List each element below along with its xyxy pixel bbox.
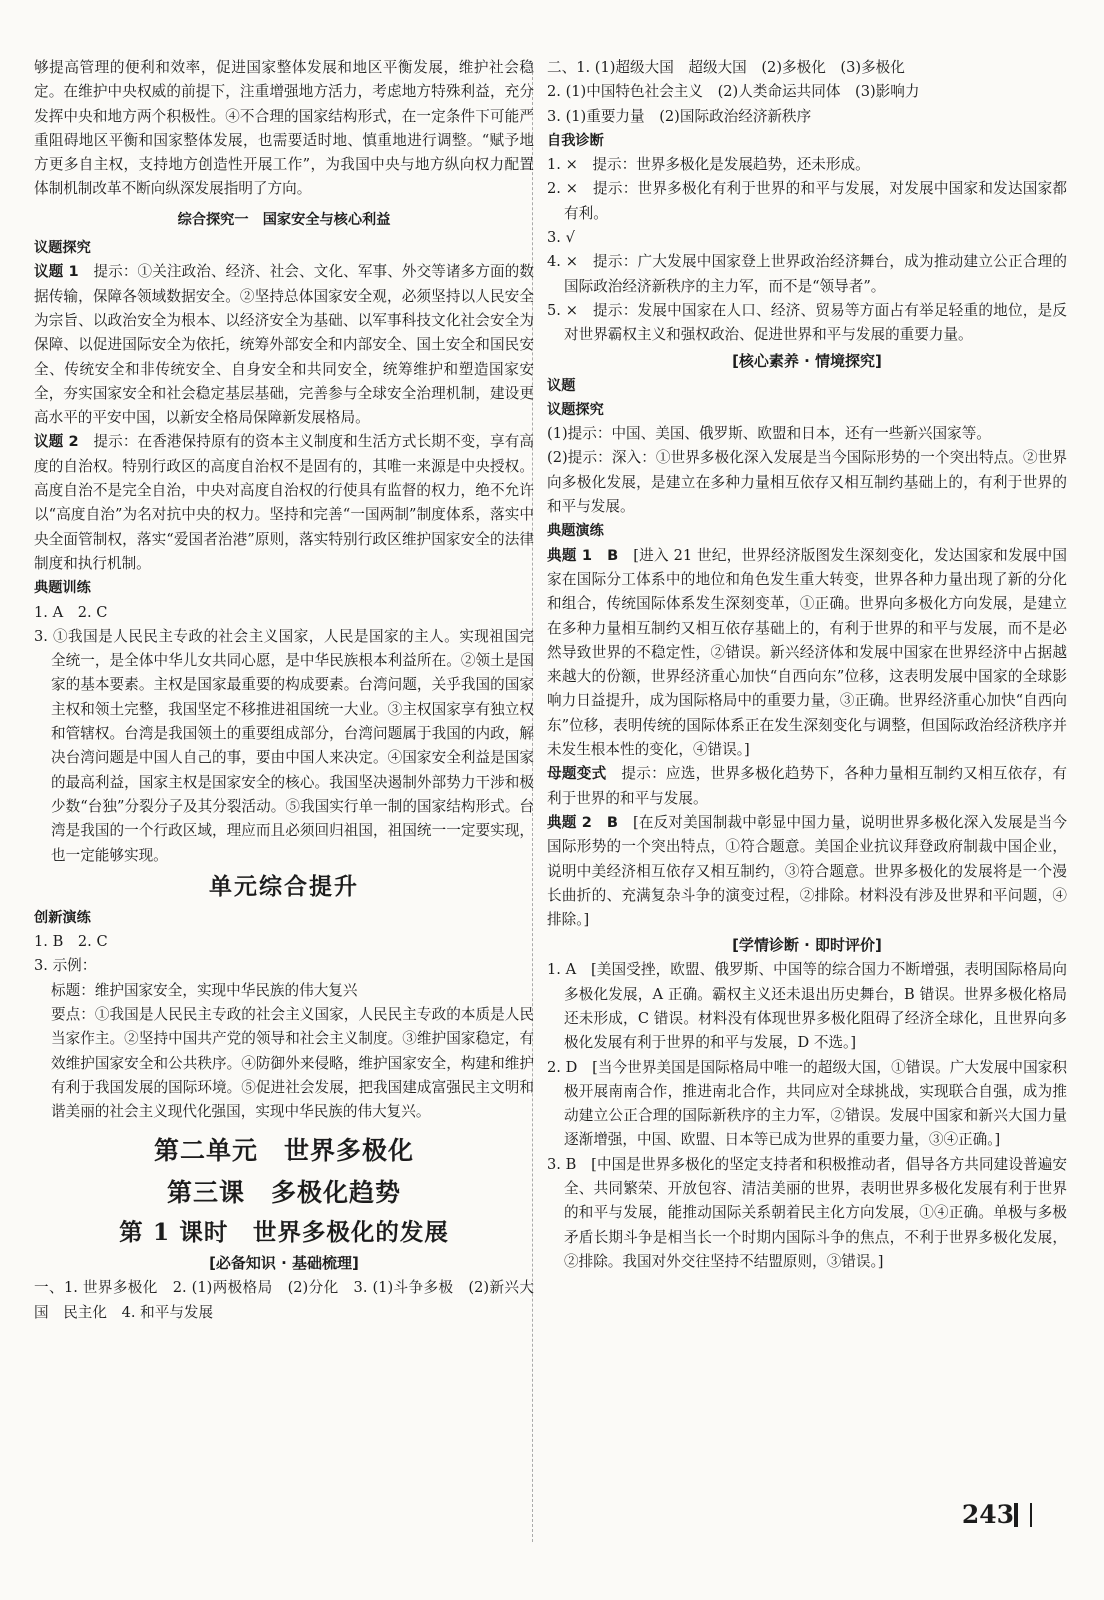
chuangxin-answers: 1. B 2. C xyxy=(34,933,108,951)
dianti-2-label: 典题 2 B xyxy=(547,813,619,831)
dianti-3: 3. ①我国是人民民主专政的社会主义国家，人民是国家的主人。实现祖国完全统一，是全体中华儿女共同心愿，是中华民族根本利益所在。②领土是国家的基本要素。主权是国家最重要的构成要素。台湾问题，关乎我国的国家主权和领土完整，我国坚定不移推进祖国统一大业。③主权国家享有独立权和管辖权。台湾是我国领土的重要组成部分，台湾问题属于我国的内政，解决台湾问题是中国人自己的事，要由中国人来决定。④国家安全利益是国家的最高利益，国家主权是国家安全的核心。我国坚决遏制外部势力干涉和极少数“台独”分裂分子及其分裂活动。⑤我国实行单一制的国家结构形式。台湾是我国的一个行政区域，理应而且必须回归祖国，祖国统一一定要实现，也一定能够实现。 xyxy=(34,627,534,864)
yiti-2-label: 议题 2 xyxy=(34,433,79,451)
dianti-2-text: [在反对美国制裁中彰显中国力量，说明世界多极化深入发展是当今国际形势的一个突出特点，①符合题意。美国企业抗议拜登政府制裁中国企业，说明中美经济相互依存又相互制约，③符合题意。世界多极化的发展将是一个漫长曲折的、充满复杂斗争的演变过程，②排除。材料没有涉及世界和平问题，④排除。] xyxy=(547,813,1067,929)
hexin-heading: [核心素养 · 情境探究] xyxy=(732,351,882,370)
ziwo-heading: 自我诊断 xyxy=(547,132,604,149)
basic-1: 一、1. 世界多极化 2. (1)两极格局 (2)分化 3. (1)斗争多极 (2)新兴大国 民主化 4. 和平与发展 xyxy=(34,1279,534,1321)
dianti-answers: 1. A 2. C xyxy=(34,603,108,621)
xueqing-heading: [学情诊断 · 即时评价] xyxy=(732,936,882,955)
question-1: 1. A [美国受挫，欧盟、俄罗斯、中国等的综合国力不断增强，表明国际格局向多极化发展，A 正确。霸权主义还未退出历史舞台，B 错误。世界多极化格局还未形成，C 错误。材料没有体现世界多极化阻碍了经济全球化，且世界向多极化发展有利于世界的和平与发展，D 不选。] xyxy=(547,961,1067,1052)
dianti-1 xyxy=(547,544,1067,763)
right-column xyxy=(547,56,1067,1274)
dianti-heading: 典题训练 xyxy=(34,580,91,597)
intro-paragraph: 够提高管理的便利和效率，促进国家整体发展和地区平衡发展，维护社会稳定。在维护中央权威的前提下，注重增强地方活力，考虑地方特殊利益，充分发挥中央和地方两个积极性。④不合理的国家结构形式，在一定条件下可能严重阻碍地区平衡和国家整体发展，也需要适时地、慎重地进行调整。“赋予地方更多自主权，支持地方创造性开展工作”，为我国中央与地方纵向权力配置体制机制改革不断向纵深发展指明了方向。 xyxy=(34,59,534,198)
yiti-heading: 议题探究 xyxy=(34,240,91,257)
tanjiu-1: (1)提示：中国、美国、俄罗斯、欧盟和日本，还有一些新兴国家等。 xyxy=(547,425,991,443)
ziwo-3: 3. √ xyxy=(547,229,575,247)
chuangxin-heading: 创新演练 xyxy=(34,909,91,926)
left-column xyxy=(34,56,534,1325)
lesson-title: 第三课 多极化趋势 xyxy=(166,1178,401,1208)
yiti-1 xyxy=(34,260,534,430)
yiti-1-label: 议题 1 xyxy=(34,263,79,281)
bixu-heading: [必备知识 · 基础梳理] xyxy=(209,1254,359,1273)
tanjiu-2: (2)提示：深入：①世界多极化深入发展是当今国际形势的一个突出特点。②世界向多极化发展，是建立在多种力量相互依存又相互制约基础上的，有利于世界的和平与发展。 xyxy=(547,449,1067,516)
question-3: 3. B [中国是世界多极化的坚定支持者和积极推动者，倡导各方共同建设普遍安全、共同繁荣、开放包容、清洁美丽的世界，表明世界多极化发展有利于世界的和平与发展，能推动国际关系朝着民主化方向发展，①④正确。单极与多极矛盾长期斗争是相当长一个时期内国际斗争的焦点，不利于世界多极化发展，②排除。我国对外交往坚持不结盟原则，③错误。] xyxy=(547,1155,1067,1270)
ziwo-4: 4. × 提示：广大发展中国家登上世界政治经济舞台，成为推动建立公正合理的国际政治经济新秩序的主力军，而不是“领导者”。 xyxy=(547,253,1067,295)
ziwo-2: 2. × 提示：世界多极化有利于世界的和平与发展，对发展中国家和发达国家都有利。 xyxy=(547,180,1067,222)
tanjiu-heading: 议题探究 xyxy=(547,401,604,418)
period-title: 第 1 课时 世界多极化的发展 xyxy=(119,1218,449,1247)
example-points: 要点：①我国是人民民主专政的社会主义国家，人民民主专政的本质是人民当家作主。②坚持中国共产党的领导和社会主义制度。③维护国家稳定，有效维护国家安全和公共秩序。④防御外来侵略，维护国家安全，构建和维护有利于我国发展的国际环境。⑤促进社会发展，把我国建成富强民主文明和谐美丽的社会主义现代化强国，实现中华民族的伟大复兴。 xyxy=(51,1005,534,1121)
muti-text: 提示：应选，世界多极化趋势下，各种力量相互制约又相互依存，有利于世界的和平与发展。 xyxy=(547,765,1067,807)
dianti-2 xyxy=(547,811,1067,932)
muti-label: 母题变式 xyxy=(547,765,607,783)
yiti-1-text: 提示：①关注政治、经济、社会、文化、军事、外交等诸多方面的数据传输，保障各领域数据安全。②坚持总体国家安全观，必须坚持以人民安全为宗旨、以政治安全为根本、以经济安全为基础、以军事科技文化社会安全为保障、以促进国际安全为依托，统筹外部安全和内部安全、国土安全和国民安全、传统安全和非传统安全、自身安全和共同安全，统筹维护和塑造国家安全，夯实国家安全和社会稳定基层基础，完善参与全球安全治理机制，建设更高水平的平安中国，以新安全格局保障新发展格局。 xyxy=(34,263,534,427)
page-number-bars xyxy=(1014,1503,1032,1527)
section-title: 综合探究一 国家安全与核心利益 xyxy=(177,211,391,228)
ziwo-1: 1. × 提示：世界多极化是发展趋势，还未形成。 xyxy=(547,156,870,174)
basic-2-1: 二、1. (1)超级大国 超级大国 (2)多极化 (3)多极化 xyxy=(547,59,905,76)
dianti-yanlian-heading: 典题演练 xyxy=(547,523,604,540)
muti xyxy=(547,762,1067,811)
basic-2-3: 3. (1)重要力量 (2)国际政治经济新秩序 xyxy=(547,107,812,125)
dianti-1-text: [进入 21 世纪，世界经济版图发生深刻变化，发达国家和发展中国家在国际分工体系中的地位和角色发生重大转变，世界各种力量出现了新的分化和组合，传统国际体系发生深刻变革，①正确。世界向多极化方向发展，是建立在多种力量相互制约又相互依存基础上的，有利于世界的和平与发展，而不是必然导致世界的不稳定性，②错误。新兴经济体和发展中国家在世界经济中占据越来越大的份额，世界经济重心加快“自西向东”位移，这表明发展中国家的全球影响力日益提升，成为国际格局中的重要力量，③正确。世界经济重心加快“自西向东”位移，表明传统的国际体系正在发生深刻变化与调整，但国际政治经济秩序并未发生根本性的变化，④错误。] xyxy=(547,546,1068,759)
unit-summary-title: 单元综合提升 xyxy=(209,872,359,900)
question-2: 2. D [当今世界美国是国际格局中唯一的超级大国，①错误。广大发展中国家积极开展南南合作，推进南北合作，共同应对全球挑战，实现联合自强，成为推动建立公正合理的国际新秩序的主力军，②错误。发展中国家和新兴大国力量逐渐增强，中国、欧盟、日本等已成为世界的重要力量，③④正确。] xyxy=(547,1058,1067,1149)
dianti-1-label: 典题 1 B xyxy=(547,546,619,564)
yiti-heading-right: 议题 xyxy=(547,377,576,394)
yiti-2 xyxy=(34,430,534,576)
yiti-2-text: 提示：在香港保持原有的资本主义制度和生活方式长期不变，享有高度的自治权。特别行政区的高度自治权不是固有的，其唯一来源是中央授权。高度自治不是完全自治，中央对高度自治权的行使具有监督的权力，绝不允许以“高度自治”为名对抗中央的权力。坚持和完善“一国两制”制度体系，落实中央全面管制权，落实“爱国者治港”原则，落实特别行政区维护国家安全的法律制度和执行机制。 xyxy=(34,433,534,572)
page-number: 243 xyxy=(961,1500,1014,1529)
unit2-title: 第二单元 世界多极化 xyxy=(153,1136,414,1166)
basic-2-2: 2. (1)中国特色社会主义 (2)人类命运共同体 (3)影响力 xyxy=(547,83,920,101)
example-title: 标题：维护国家安全，实现中华民族的伟大复兴 xyxy=(51,981,358,999)
ziwo-5: 5. × 提示：发展中国家在人口、经济、贸易等方面占有举足轻重的地位，是反对世界霸权主义和强权政治、促进世界和平与发展的重要力量。 xyxy=(547,301,1067,344)
example-label: 3. 示例： xyxy=(34,957,97,975)
